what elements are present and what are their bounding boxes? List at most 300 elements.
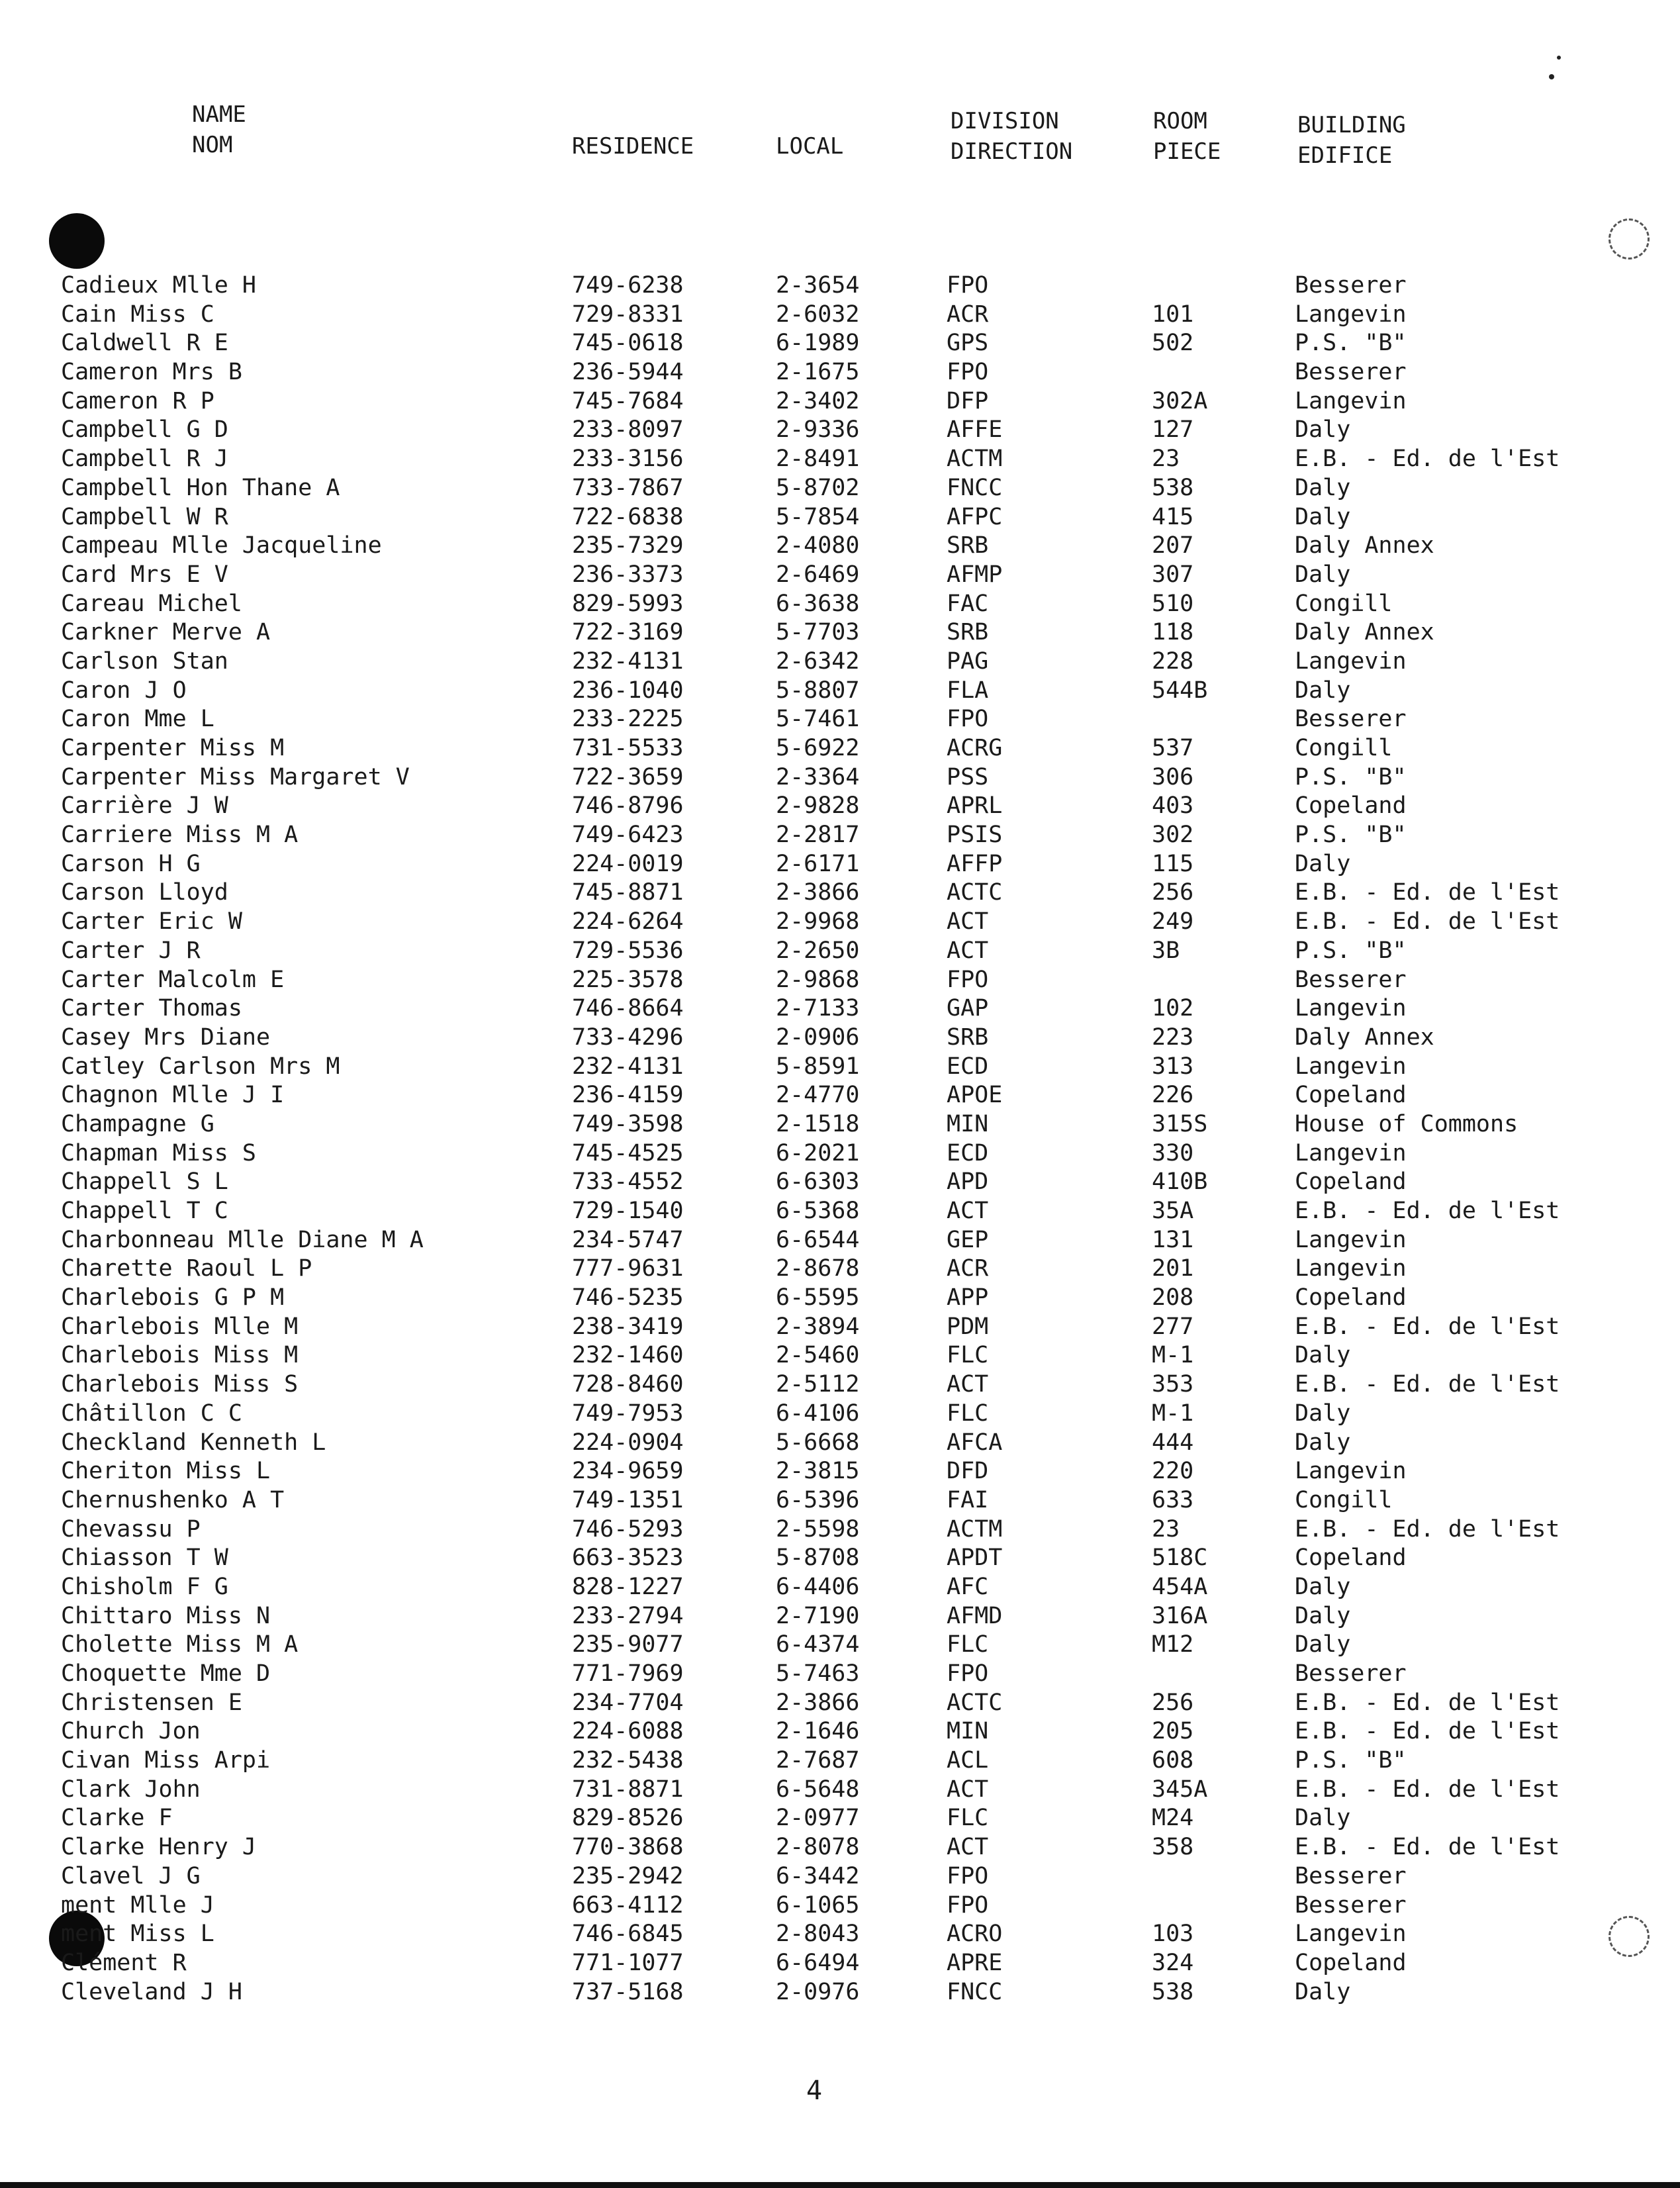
entry-local-phone: 6-4406 bbox=[776, 1573, 860, 1600]
entry-building: E.B. - Ed. de l'Est bbox=[1295, 1776, 1560, 1803]
entry-name: Carter Eric W bbox=[61, 908, 242, 935]
entry-building: Besserer bbox=[1295, 272, 1407, 299]
entry-division: ACT bbox=[947, 1776, 989, 1803]
entry-room: 3B bbox=[1152, 937, 1180, 964]
header-residence: RESIDENCE bbox=[572, 133, 694, 160]
entry-residence-phone: 233-2794 bbox=[572, 1602, 684, 1629]
entry-division: FNCC bbox=[947, 1978, 1003, 2005]
entry-division: ACTM bbox=[947, 1515, 1003, 1543]
table-row bbox=[0, 1746, 1680, 1776]
entry-name: Clarke Henry J bbox=[61, 1834, 257, 1861]
entry-division: APRL bbox=[947, 792, 1003, 820]
entry-residence-phone: 224-0904 bbox=[572, 1429, 684, 1456]
entry-division: DFD bbox=[947, 1458, 989, 1485]
table-row bbox=[0, 647, 1680, 677]
entry-residence-phone: 233-3156 bbox=[572, 446, 684, 473]
table-row bbox=[0, 1862, 1680, 1891]
entry-name: Caron Mme L bbox=[61, 706, 214, 733]
entry-room: 324 bbox=[1152, 1949, 1194, 1976]
entry-division: AFFP bbox=[947, 850, 1003, 877]
entry-local-phone: 2-3815 bbox=[776, 1458, 860, 1485]
table-row bbox=[0, 387, 1680, 416]
entry-building: E.B. - Ed. de l'Est bbox=[1295, 1718, 1560, 1745]
entry-local-phone: 2-6469 bbox=[776, 561, 860, 588]
table-row bbox=[0, 1284, 1680, 1313]
page-number: 4 bbox=[806, 2075, 823, 2106]
entry-building: Langevin bbox=[1295, 1255, 1407, 1282]
entry-residence-phone: 234-5747 bbox=[572, 1226, 684, 1253]
entry-building: House of Commons bbox=[1295, 1110, 1518, 1137]
entry-division: FAI bbox=[947, 1486, 989, 1513]
entry-local-phone: 2-1518 bbox=[776, 1110, 860, 1137]
entry-name: Carrière J W bbox=[61, 792, 228, 820]
entry-room: 256 bbox=[1152, 1689, 1194, 1716]
header-division-en: DIVISION bbox=[951, 108, 1059, 134]
entry-residence-phone: 746-5293 bbox=[572, 1515, 684, 1543]
entry-residence-phone: 722-3169 bbox=[572, 619, 684, 646]
entry-local-phone: 5-8591 bbox=[776, 1053, 860, 1080]
table-row bbox=[0, 1313, 1680, 1342]
entry-division: ACR bbox=[947, 301, 989, 328]
entry-local-phone: 2-7190 bbox=[776, 1602, 860, 1629]
table-row bbox=[0, 416, 1680, 445]
entry-building: Copeland bbox=[1295, 792, 1407, 820]
entry-local-phone: 2-3866 bbox=[776, 1689, 860, 1716]
entry-division: ACT bbox=[947, 1834, 989, 1861]
entry-building: Daly bbox=[1295, 1429, 1351, 1456]
table-row bbox=[0, 1226, 1680, 1255]
entry-room: 256 bbox=[1152, 879, 1194, 906]
entry-name: Chevassu P bbox=[61, 1515, 201, 1543]
entry-name: Cain Miss C bbox=[61, 301, 214, 328]
column-header-building bbox=[1297, 110, 1406, 171]
table-row bbox=[0, 821, 1680, 850]
entry-building: Langevin bbox=[1295, 387, 1407, 414]
entry-local-phone: 6-3638 bbox=[776, 590, 860, 617]
table-row bbox=[0, 1139, 1680, 1168]
table-row bbox=[0, 1341, 1680, 1370]
entry-room: M-1 bbox=[1152, 1400, 1194, 1427]
entry-division: ACT bbox=[947, 908, 989, 935]
entry-division: ACTM bbox=[947, 446, 1003, 473]
table-row bbox=[0, 1429, 1680, 1458]
table-row bbox=[0, 1573, 1680, 1602]
entry-local-phone: 6-4106 bbox=[776, 1400, 860, 1427]
entry-local-phone: 2-6342 bbox=[776, 647, 860, 675]
entry-room: 454A bbox=[1152, 1573, 1208, 1600]
entry-room: 307 bbox=[1152, 561, 1194, 588]
entry-name: Choquette Mme D bbox=[61, 1660, 271, 1687]
entry-residence-phone: 828-1227 bbox=[572, 1573, 684, 1600]
entry-name: Carpenter Miss M bbox=[61, 735, 285, 761]
table-row bbox=[0, 937, 1680, 966]
entry-building: Langevin bbox=[1295, 995, 1407, 1022]
table-row bbox=[0, 1081, 1680, 1110]
entry-residence-phone: 731-5533 bbox=[572, 735, 684, 761]
entry-division: AFCA bbox=[947, 1429, 1003, 1456]
header-name-fr: NOM bbox=[192, 132, 233, 158]
entry-division: FLC bbox=[947, 1400, 989, 1427]
entry-local-phone: 5-7703 bbox=[776, 619, 860, 646]
entry-residence-phone: 232-1460 bbox=[572, 1342, 684, 1369]
entry-name: ment Miss L bbox=[61, 1921, 214, 1948]
entry-name: Church Jon bbox=[61, 1718, 201, 1745]
entry-name: Careau Michel bbox=[61, 590, 242, 617]
entry-local-phone: 2-3866 bbox=[776, 879, 860, 906]
table-row bbox=[0, 1544, 1680, 1573]
entry-local-phone: 2-3402 bbox=[776, 387, 860, 414]
entry-building: Besserer bbox=[1295, 1862, 1407, 1889]
entry-building: Besserer bbox=[1295, 1891, 1407, 1919]
entry-division: ECD bbox=[947, 1053, 989, 1080]
entry-building: Daly bbox=[1295, 1400, 1351, 1427]
entry-division: FPO bbox=[947, 272, 989, 299]
entry-building: Daly bbox=[1295, 561, 1351, 588]
table-row bbox=[0, 1631, 1680, 1660]
entry-local-phone: 6-5595 bbox=[776, 1284, 860, 1311]
entry-name: Champagne G bbox=[61, 1110, 214, 1137]
entry-building: Congill bbox=[1295, 590, 1393, 617]
entry-name: Carson Lloyd bbox=[61, 879, 228, 906]
entry-division: FPO bbox=[947, 1660, 989, 1687]
entry-division: AFC bbox=[947, 1573, 989, 1600]
entry-local-phone: 2-9828 bbox=[776, 792, 860, 820]
entry-name: Carkner Merve A bbox=[61, 619, 271, 646]
table-row bbox=[0, 677, 1680, 706]
entry-name: Civan Miss Arpi bbox=[61, 1747, 271, 1774]
entry-building: Copeland bbox=[1295, 1284, 1407, 1311]
entry-room: M12 bbox=[1152, 1631, 1194, 1658]
entry-residence-phone: 238-3419 bbox=[572, 1313, 684, 1340]
entry-building: Daly Annex bbox=[1295, 532, 1434, 559]
entry-name: Charette Raoul L P bbox=[61, 1255, 312, 1282]
entry-name: Cadieux Mlle H bbox=[61, 272, 257, 299]
table-row bbox=[0, 474, 1680, 503]
entry-division: ACT bbox=[947, 1198, 989, 1224]
entry-residence-phone: 746-5235 bbox=[572, 1284, 684, 1311]
table-row bbox=[0, 1370, 1680, 1400]
entry-local-phone: 2-8043 bbox=[776, 1921, 860, 1948]
entry-building: E.B. - Ed. de l'Est bbox=[1295, 1313, 1560, 1340]
entry-division: ACRO bbox=[947, 1921, 1003, 1948]
entry-residence-phone: 749-3598 bbox=[572, 1110, 684, 1137]
table-row bbox=[0, 532, 1680, 561]
entry-name: Clarke F bbox=[61, 1805, 173, 1832]
entry-room: 131 bbox=[1152, 1226, 1194, 1253]
column-header-room bbox=[1153, 106, 1221, 167]
entry-room: 23 bbox=[1152, 1515, 1180, 1543]
table-row bbox=[0, 763, 1680, 792]
entry-room: 518C bbox=[1152, 1545, 1208, 1572]
entry-local-phone: 6-6544 bbox=[776, 1226, 860, 1253]
entry-room: 510 bbox=[1152, 590, 1194, 617]
entry-local-phone: 6-1989 bbox=[776, 330, 860, 357]
entry-division: AFPC bbox=[947, 503, 1003, 530]
entry-building: P.S. "B" bbox=[1295, 1747, 1407, 1774]
entry-division: APD bbox=[947, 1168, 989, 1196]
entry-name: ment Mlle J bbox=[61, 1891, 214, 1919]
entry-residence-phone: 728-8460 bbox=[572, 1371, 684, 1398]
table-row bbox=[0, 590, 1680, 619]
entry-local-phone: 5-6668 bbox=[776, 1429, 860, 1456]
entry-division: AFMP bbox=[947, 561, 1003, 588]
entry-building: Daly bbox=[1295, 1805, 1351, 1832]
entry-residence-phone: 729-1540 bbox=[572, 1198, 684, 1224]
entry-division: APOE bbox=[947, 1082, 1003, 1109]
entry-name: Carson H G bbox=[61, 850, 201, 877]
entry-local-phone: 2-6032 bbox=[776, 301, 860, 328]
entry-local-phone: 2-3654 bbox=[776, 272, 860, 299]
entry-building: Langevin bbox=[1295, 1053, 1407, 1080]
entry-residence-phone: 770-3868 bbox=[572, 1834, 684, 1861]
entry-division: FLC bbox=[947, 1805, 989, 1832]
column-header-local bbox=[776, 131, 843, 162]
entry-local-phone: 6-4374 bbox=[776, 1631, 860, 1658]
entry-room: 537 bbox=[1152, 735, 1194, 761]
entry-division: PDM bbox=[947, 1313, 989, 1340]
entry-name: Campbell G D bbox=[61, 416, 228, 444]
table-row bbox=[0, 618, 1680, 647]
entry-residence-phone: 777-9631 bbox=[572, 1255, 684, 1282]
entry-room: 208 bbox=[1152, 1284, 1194, 1311]
entry-building: E.B. - Ed. de l'Est bbox=[1295, 1689, 1560, 1716]
table-row bbox=[0, 329, 1680, 358]
entry-residence-phone: 235-9077 bbox=[572, 1631, 684, 1658]
header-division-fr: DIRECTION bbox=[951, 138, 1073, 165]
entry-room: 313 bbox=[1152, 1053, 1194, 1080]
table-row bbox=[0, 1255, 1680, 1284]
entry-local-phone: 2-3894 bbox=[776, 1313, 860, 1340]
entry-residence-phone: 729-5536 bbox=[572, 937, 684, 964]
entry-building: P.S. "B" bbox=[1295, 822, 1407, 849]
entry-residence-phone: 737-5168 bbox=[572, 1978, 684, 2005]
entry-local-phone: 6-5396 bbox=[776, 1486, 860, 1513]
entry-room: 207 bbox=[1152, 532, 1194, 559]
header-local: LOCAL bbox=[776, 133, 844, 160]
entry-division: FNCC bbox=[947, 474, 1003, 501]
entry-room: 35A bbox=[1152, 1198, 1194, 1224]
entry-room: 345A bbox=[1152, 1776, 1208, 1803]
entry-residence-phone: 235-2942 bbox=[572, 1862, 684, 1889]
entry-residence-phone: 225-3578 bbox=[572, 966, 684, 993]
entry-local-phone: 2-1675 bbox=[776, 359, 860, 386]
table-row bbox=[0, 1486, 1680, 1515]
entry-name: Caron J O bbox=[61, 677, 187, 704]
entry-name: Chappell T C bbox=[61, 1198, 228, 1224]
entry-division: ECD bbox=[947, 1139, 989, 1166]
entry-name: Châtillon C C bbox=[61, 1400, 242, 1427]
entry-room: 544B bbox=[1152, 677, 1208, 704]
column-header-residence bbox=[572, 131, 694, 162]
entry-residence-phone: 829-5993 bbox=[572, 590, 684, 617]
entry-division: FPO bbox=[947, 359, 989, 386]
entry-residence-phone: 746-8796 bbox=[572, 792, 684, 820]
entry-building: Besserer bbox=[1295, 706, 1407, 733]
entry-division: APDT bbox=[947, 1545, 1003, 1572]
entry-room: M-1 bbox=[1152, 1342, 1194, 1369]
table-row bbox=[0, 1833, 1680, 1862]
entry-local-phone: 6-5368 bbox=[776, 1198, 860, 1224]
entry-building: Besserer bbox=[1295, 359, 1407, 386]
entry-name: Chapman Miss S bbox=[61, 1139, 257, 1166]
entry-name: Charlebois Miss M bbox=[61, 1342, 299, 1369]
entry-local-phone: 2-3364 bbox=[776, 763, 860, 790]
table-row bbox=[0, 879, 1680, 908]
entry-local-phone: 2-8678 bbox=[776, 1255, 860, 1282]
entry-local-phone: 2-4080 bbox=[776, 532, 860, 559]
entry-residence-phone: 733-4296 bbox=[572, 1023, 684, 1051]
entry-building: Copeland bbox=[1295, 1949, 1407, 1976]
entry-local-phone: 2-5598 bbox=[776, 1515, 860, 1543]
entry-room: 201 bbox=[1152, 1255, 1194, 1282]
entry-room: 127 bbox=[1152, 416, 1194, 444]
entry-residence-phone: 663-3523 bbox=[572, 1545, 684, 1572]
entry-division: PSIS bbox=[947, 822, 1003, 849]
entry-residence-phone: 745-7684 bbox=[572, 387, 684, 414]
entry-room: M24 bbox=[1152, 1805, 1194, 1832]
entry-division: GEP bbox=[947, 1226, 989, 1253]
entry-building: P.S. "B" bbox=[1295, 763, 1407, 790]
entry-name: Charlebois G P M bbox=[61, 1284, 285, 1311]
table-row bbox=[0, 1168, 1680, 1197]
binder-ring-mark-top bbox=[1609, 218, 1650, 260]
entry-residence-phone: 731-8871 bbox=[572, 1776, 684, 1803]
entry-residence-phone: 232-4131 bbox=[572, 647, 684, 675]
entry-building: Daly bbox=[1295, 1602, 1351, 1629]
entry-name: Clément R bbox=[61, 1949, 187, 1976]
column-header-name bbox=[192, 99, 246, 160]
entry-name: Cholette Miss M A bbox=[61, 1631, 299, 1658]
entry-residence-phone: 722-3659 bbox=[572, 763, 684, 790]
entry-building: E.B. - Ed. de l'Est bbox=[1295, 1371, 1560, 1398]
entry-residence-phone: 746-6845 bbox=[572, 1921, 684, 1948]
entry-residence-phone: 232-5438 bbox=[572, 1747, 684, 1774]
entry-residence-phone: 235-7329 bbox=[572, 532, 684, 559]
entry-room: 415 bbox=[1152, 503, 1194, 530]
table-row bbox=[0, 1660, 1680, 1689]
entry-room: 444 bbox=[1152, 1429, 1194, 1456]
entry-local-phone: 2-2817 bbox=[776, 822, 860, 849]
entry-room: 410B bbox=[1152, 1168, 1208, 1196]
entry-building: Daly bbox=[1295, 1978, 1351, 2005]
entry-local-phone: 5-7461 bbox=[776, 706, 860, 733]
entry-residence-phone: 236-4159 bbox=[572, 1082, 684, 1109]
entry-division: DFP bbox=[947, 387, 989, 414]
entry-residence-phone: 749-1351 bbox=[572, 1486, 684, 1513]
entry-residence-phone: 232-4131 bbox=[572, 1053, 684, 1080]
entry-name: Caldwell R E bbox=[61, 330, 228, 357]
entry-division: ACTC bbox=[947, 1689, 1003, 1716]
entry-name: Chiasson T W bbox=[61, 1545, 228, 1572]
entry-division: FLC bbox=[947, 1631, 989, 1658]
entry-name: Campbell Hon Thane A bbox=[61, 474, 340, 501]
entry-name: Clavel J G bbox=[61, 1862, 201, 1889]
table-row bbox=[0, 1804, 1680, 1833]
entry-name: Campbell R J bbox=[61, 446, 228, 473]
entry-name: Chagnon Mlle J I bbox=[61, 1082, 285, 1109]
table-row bbox=[0, 1949, 1680, 1978]
entry-local-phone: 2-4770 bbox=[776, 1082, 860, 1109]
entry-building: P.S. "B" bbox=[1295, 330, 1407, 357]
entry-building: Daly bbox=[1295, 416, 1351, 444]
entry-division: ACT bbox=[947, 1371, 989, 1398]
entry-room: 302 bbox=[1152, 822, 1194, 849]
header-name-en: NAME bbox=[192, 101, 246, 128]
table-row bbox=[0, 792, 1680, 821]
entry-residence-phone: 745-8871 bbox=[572, 879, 684, 906]
entry-local-phone: 2-7133 bbox=[776, 995, 860, 1022]
entry-building: Daly bbox=[1295, 677, 1351, 704]
entry-name: Chappell S L bbox=[61, 1168, 228, 1196]
entry-name: Chisholm F G bbox=[61, 1573, 228, 1600]
table-row bbox=[0, 908, 1680, 937]
entry-name: Cameron Mrs B bbox=[61, 359, 242, 386]
entry-building: Daly bbox=[1295, 503, 1351, 530]
entry-name: Carriere Miss M A bbox=[61, 822, 299, 849]
entry-residence-phone: 234-7704 bbox=[572, 1689, 684, 1716]
entry-residence-phone: 771-7969 bbox=[572, 1660, 684, 1687]
entry-building: Langevin bbox=[1295, 1458, 1407, 1485]
entry-division: PAG bbox=[947, 647, 989, 675]
entry-division: FPO bbox=[947, 1891, 989, 1919]
entry-building: P.S. "B" bbox=[1295, 937, 1407, 964]
header-building-en: BUILDING bbox=[1297, 112, 1406, 138]
entry-room: 353 bbox=[1152, 1371, 1194, 1398]
entry-local-phone: 2-6171 bbox=[776, 850, 860, 877]
table-row bbox=[0, 503, 1680, 532]
entry-name: Carter Thomas bbox=[61, 995, 242, 1022]
entry-local-phone: 2-5112 bbox=[776, 1371, 860, 1398]
entry-local-phone: 5-8702 bbox=[776, 474, 860, 501]
table-row bbox=[0, 734, 1680, 763]
table-row bbox=[0, 1776, 1680, 1805]
table-row bbox=[0, 1457, 1680, 1486]
entry-room: 358 bbox=[1152, 1834, 1194, 1861]
entry-local-phone: 6-1065 bbox=[776, 1891, 860, 1919]
entry-residence-phone: 224-6088 bbox=[572, 1718, 684, 1745]
entry-name: Card Mrs E V bbox=[61, 561, 228, 588]
speck-mark bbox=[1549, 74, 1554, 79]
entry-local-phone: 2-8491 bbox=[776, 446, 860, 473]
table-row bbox=[0, 1602, 1680, 1631]
entry-residence-phone: 745-0618 bbox=[572, 330, 684, 357]
entry-division: ACTC bbox=[947, 879, 1003, 906]
entry-room: 277 bbox=[1152, 1313, 1194, 1340]
bottom-edge-line bbox=[0, 2182, 1680, 2188]
entry-building: Copeland bbox=[1295, 1545, 1407, 1572]
table-row bbox=[0, 966, 1680, 995]
entry-local-phone: 2-9968 bbox=[776, 908, 860, 935]
entry-room: 306 bbox=[1152, 763, 1194, 790]
entry-residence-phone: 233-8097 bbox=[572, 416, 684, 444]
entry-room: 115 bbox=[1152, 850, 1194, 877]
entry-division: SRB bbox=[947, 532, 989, 559]
entry-residence-phone: 224-6264 bbox=[572, 908, 684, 935]
entry-building: Langevin bbox=[1295, 301, 1407, 328]
entry-building: Besserer bbox=[1295, 1660, 1407, 1687]
entry-room: 330 bbox=[1152, 1139, 1194, 1166]
table-row bbox=[0, 994, 1680, 1023]
header-building-fr: EDIFICE bbox=[1297, 142, 1393, 169]
entry-building: Daly Annex bbox=[1295, 619, 1434, 646]
entry-room: 223 bbox=[1152, 1023, 1194, 1051]
table-row bbox=[0, 850, 1680, 879]
entry-division: FPO bbox=[947, 1862, 989, 1889]
entry-division: GPS bbox=[947, 330, 989, 357]
entry-room: 316A bbox=[1152, 1602, 1208, 1629]
entry-division: APP bbox=[947, 1284, 989, 1311]
table-row bbox=[0, 561, 1680, 590]
